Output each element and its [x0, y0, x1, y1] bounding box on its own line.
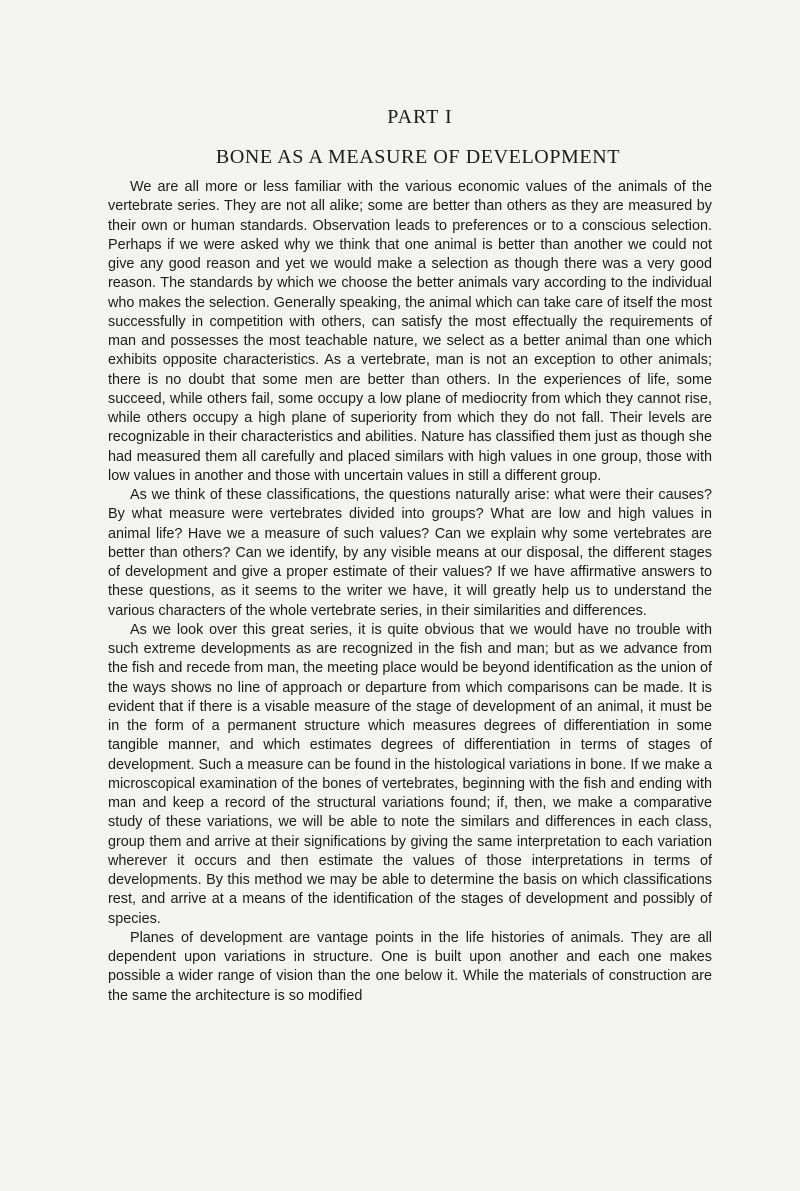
body-text	[108, 178, 712, 1006]
paragraph-1: We are all more or less familiar with the various economic values of the animals of the vertebrate series. They are not all alike; some are better than others as they are measured by their own or human standards. Observation leads to preferences or to a conscious selection. Perhaps if we were asked why we think that one animal is better than another we could not give any good reason and yet we would make a selection as though there was a very good reason. The standards by which we choose the better animals vary according to the individual who makes the selection. Generally speaking, the animal which can take care of itself the most successfully in competition with others, can satisfy the most effectually the requirements of man and possesses the most teachable nature, we select as a better animal than one which exhibits opposite characteristics. As a vertebrate, man is not an exception to other animals; there is no doubt that some men are better than others. In the experiences of life, some succeed, while others fail, some occupy a low plane of mediocrity from which they cannot rise, while others occupy a high plane of superiority from which they do not fall. Their levels are recognizable in their characteristics and abilities. Nature has classified them just as though she had measured them all carefully and placed similars with high values in one group, those with low values in another and those with uncertain values in still a different group.	[108, 179, 712, 484]
part-heading: PART I	[387, 106, 453, 128]
paragraph-4: Planes of development are vantage points in the life histories of animals. They are all dependent upon variations in structure. One is built upon another and each one makes possible a wider range of vision than the one below it. While the materials of construction are the same the architecture is so modified	[108, 929, 712, 1004]
chapter-title: BONE AS A MEASURE OF DEVELOPMENT	[215, 146, 621, 168]
paragraph-3: As we look over this great series, it is quite obvious that we would have no trouble with such extreme developments as are recognized in the fish and man; but as we advance from the fish and recede from man, the meeting place would be beyond identification as the union of the ways shows no line of approach or departure from which comparisons can be made. It is evident that if there is a visable measure of the stage of development of an animal, it must be in the form of a permanent structure which measures degrees of differentiation in some tangible manner, and which estimates degrees of differentiation in terms of stages of development. Such a measure can be found in the histological variations in bone. If we make a microscopical examination of the bones of vertebrates, beginning with the fish and ending with man and keep a record of the structural variations found; if, then, we make a comparative study of these variations, we will be able to note the similars and differences in each class, group them and arrive at their significations by giving the same interpretation to each variation wherever it occurs and then estimate the values of those interpretations in terms of developments. By this method we may be able to determine the basis on which classifications rest, and arrive at a means of the identification of the stages of development and possibly of species.	[108, 621, 712, 927]
paragraph-2: As we think of these classifications, the questions naturally arise: what were their causes? By what measure were vertebrates divided into groups? What are low and high values in animal life? Have we a measure of such values? Can we explain why some vertebrates are better than others? Can we identify, by any visible means at our disposal, the different stages of development and give a proper estimate of their values? If we have affirmative answers to these questions, as it seems to the writer we have, it will greatly help us to understand the various characters of the whole vertebrate series, in their similarities and differences.	[108, 487, 712, 619]
